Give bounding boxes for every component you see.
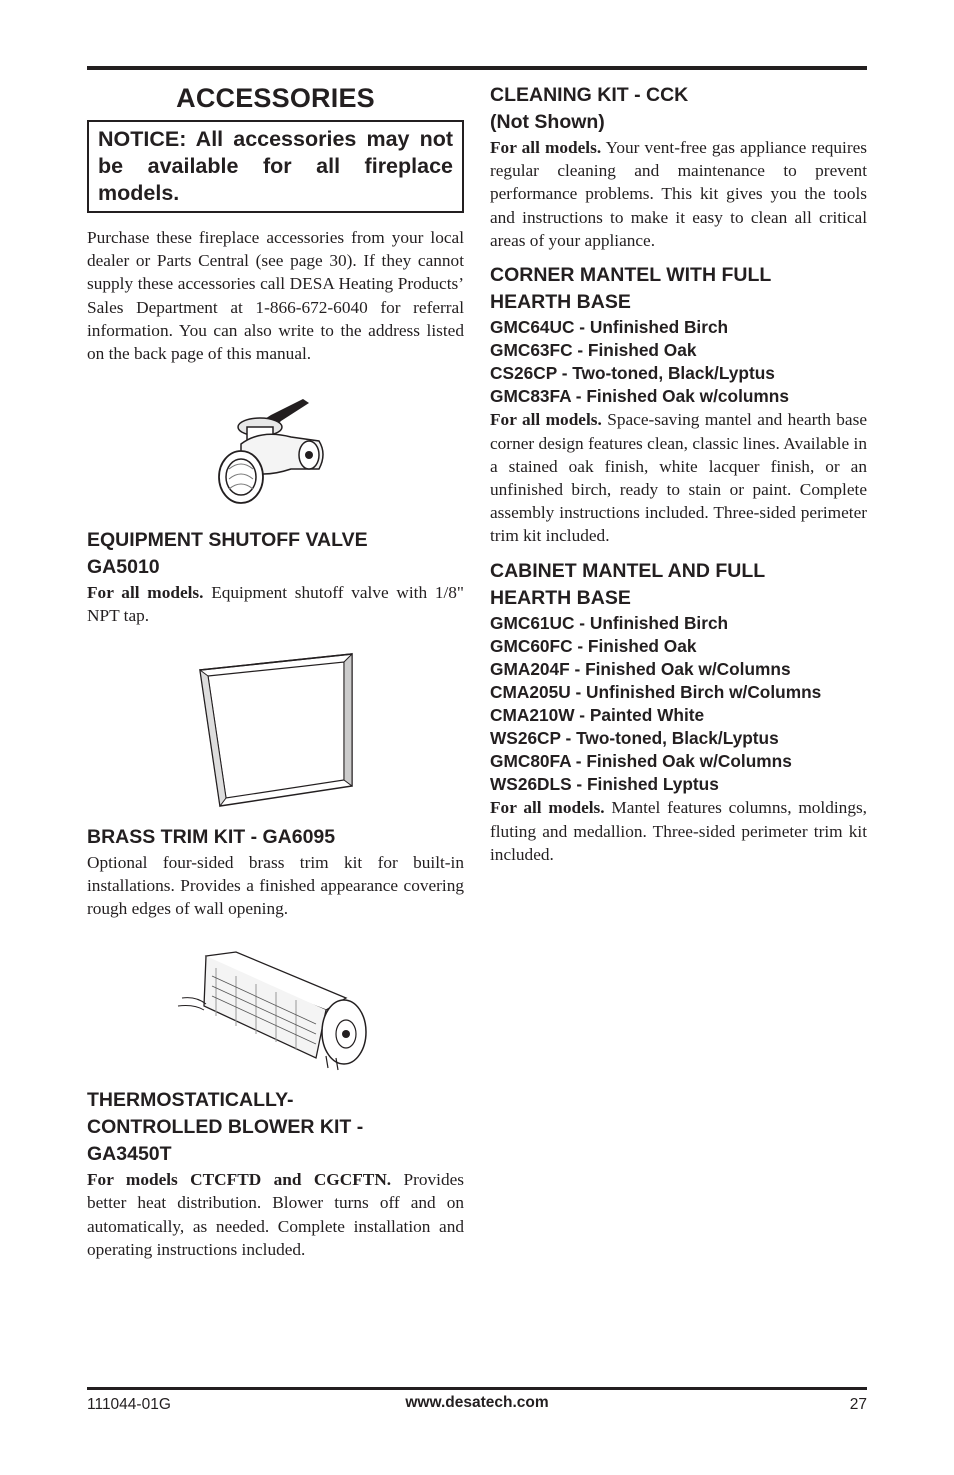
cabinet-model-2: GMC60FC - Finished Oak	[490, 635, 697, 656]
cabinet-heading-line1: CABINET MANTEL AND FULL	[490, 559, 766, 582]
valve-heading-line2: GA5010	[87, 556, 160, 579]
cabinet-model-3: GMA204F - Finished Oak w/Columns	[490, 658, 791, 679]
cabinet-model-7: GMC80FA - Finished Oak w/Columns	[490, 751, 792, 772]
cabinet-model-8: WS26DLS - Finished Lyptus	[490, 774, 719, 795]
trim-paragraph: Optional four-sided brass trim kit for built-in installations. Provides a finished appearance covering rough edges of wall opening.	[87, 852, 464, 919]
left-column	[87, 80, 464, 1261]
cleaning-text: Your vent-free gas appliance requires regular cleaning and maintenance to prevent performance problems. This kit gives you the tools and instructions to make it easy to clean all critical areas of your appliance.	[490, 138, 867, 250]
blower-heading-line2: CONTROLLED BLOWER KIT -	[87, 1116, 364, 1139]
blower-text: Provides better heat distribution. Blower turns off and on automatically, as needed. Complete installation and operating instructions included.	[87, 1170, 464, 1259]
trim-heading: BRASS TRIM KIT - GA6095	[87, 825, 336, 848]
corner-lead: For all models.	[490, 410, 602, 430]
page-title: ACCESSORIES	[176, 83, 375, 113]
cabinet-paragraph	[490, 796, 867, 866]
shutoff-valve-illustration	[211, 389, 341, 514]
corner-text: Space-saving mantel and hearth base corner design features clean, classic lines. Available in a stained oak finish, white lacquer finish, or an unfinished birch, ready to stain or paint. Complete assembly instructions included. Three-sided perimeter trim kit included.	[490, 410, 867, 546]
footer-rule	[87, 1387, 867, 1390]
footer-doc-number: 111044-01G	[87, 1396, 171, 1413]
cabinet-heading-line2: HEARTH BASE	[490, 586, 631, 609]
valve-lead: For all models.	[87, 583, 204, 603]
cabinet-text: Mantel features columns, moldings, fluting and medallion. Three-sided perimeter trim kit included.	[490, 798, 868, 864]
notice-box: NOTICE: All accessories may not be available for all fireplace models.	[87, 120, 464, 213]
intro-paragraph: Purchase these fireplace accessories from your local dealer or Parts Central (see page 30). If they cannot supply these accessories call DESA Heating Products’ Sales Department at 1-866-672-6040 for referral information. You can also write to the address listed on the back page of this manual.	[87, 228, 464, 364]
corner-model-1: GMC64UC - Unfinished Birch	[490, 317, 729, 338]
corner-model-4: GMC83FA - Finished Oak w/columns	[490, 386, 789, 407]
cabinet-model-5: CMA210W - Painted White	[490, 704, 705, 725]
right-column	[490, 80, 867, 866]
cabinet-model-6: WS26CP - Two-toned, Black/Lyptus	[490, 728, 779, 749]
brass-trim-illustration	[196, 650, 356, 808]
valve-text: Equipment shutoff valve with 1/8" NPT tap.	[87, 583, 464, 626]
footer-page-number: 27	[849, 1396, 867, 1413]
blower-kit-illustration	[176, 946, 376, 1071]
cabinet-model-1: GMC61UC - Unfinished Birch	[490, 612, 729, 633]
corner-paragraph	[490, 408, 867, 547]
corner-model-2: GMC63FC - Finished Oak	[490, 340, 697, 361]
cabinet-lead: For all models.	[490, 798, 605, 818]
cleaning-heading-line2: (Not Shown)	[490, 111, 605, 133]
blower-heading-line1: THERMOSTATICALLY-	[87, 1089, 294, 1112]
blower-lead: For models CTCFTD and CGCFTN.	[87, 1170, 392, 1190]
cleaning-lead: For all models.	[490, 138, 602, 157]
cleaning-paragraph	[490, 136, 867, 252]
corner-heading-line2: HEARTH BASE	[490, 291, 631, 314]
corner-heading-line1: CORNER MANTEL WITH FULL	[490, 264, 772, 287]
blower-paragraph	[87, 1168, 464, 1261]
top-rule	[87, 66, 867, 70]
footer-website[interactable]: www.desatech.com	[405, 1394, 549, 1411]
valve-paragraph	[87, 581, 464, 627]
cleaning-heading-line1: CLEANING KIT - CCK	[490, 84, 689, 106]
blower-heading-line3: GA3450T	[87, 1143, 172, 1166]
corner-model-3: CS26CP - Two-toned, Black/Lyptus	[490, 363, 775, 384]
cabinet-model-4: CMA205U - Unfinished Birch w/Columns	[490, 681, 822, 702]
valve-heading-line1: EQUIPMENT SHUTOFF VALVE	[87, 529, 368, 552]
